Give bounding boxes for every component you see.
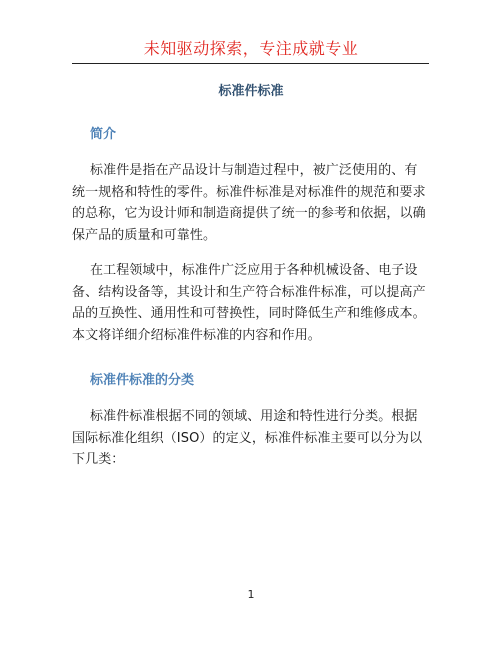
section-heading-intro: 简介 xyxy=(90,127,117,142)
document-title: 标准件标准 xyxy=(218,84,284,99)
paragraph-intro-1: 标准件是指在产品设计与制造过程中，被广泛使用的、有统一规格和特性的零件。标准件标准是对标准件的规范和要求的总称，它为设计师和制造商提供了统一的参考和依据，以确保产品的质量和可靠性。 xyxy=(72,163,426,243)
page-header: 未知驱动探索，专注成就专业 xyxy=(143,39,359,58)
page-number: 1 xyxy=(247,588,255,601)
paragraph-classification-1: 标准件标准根据不同的领域、用途和特性进行分类。根据国际标准化组织（ISO）的定义，标准件标准主要可以分为以下几类： xyxy=(72,409,423,467)
section-heading-classification: 标准件标准的分类 xyxy=(90,373,195,388)
paragraph-intro-2: 在工程领域中，标准件广泛应用于各种机械设备、电子设备、结构设备等，其设计和生产符合标准件标准，可以提高产品的互换性、通用性和可替换性，同时降低生产和维修成本。本文将详细介绍标准件标准的内容和作用。 xyxy=(72,263,426,343)
header-divider xyxy=(72,63,429,64)
